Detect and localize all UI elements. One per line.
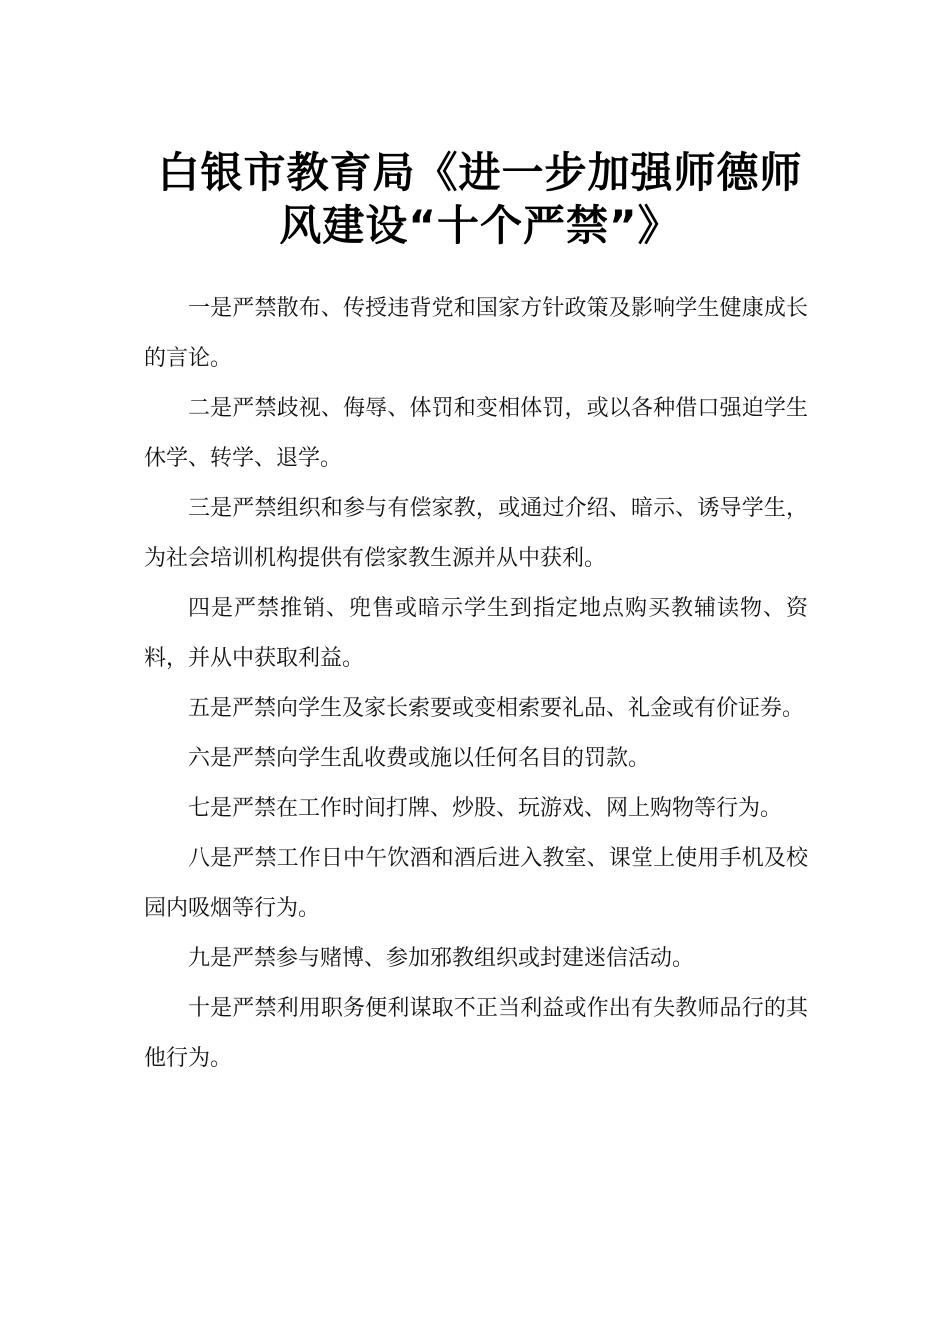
rule-item-3: 三是严禁组织和参与有偿家教，或通过介绍、暗示、诱导学生，为社会培训机构提供有偿家教生源并从中获利。 [144,496,808,571]
rule-item-2: 二是严禁歧视、侮辱、体罚和变相体罚，或以各种借口强迫学生休学、转学、退学。 [144,396,808,471]
rule-item-6: 六是严禁向学生乱收费或施以任何名目的罚款。 [188,746,651,771]
title-line-2: 风建设“十个严禁”》 [279,201,681,250]
rule-item-4: 四是严禁推销、兜售或暗示学生到指定地点购买教辅读物、资料，并从中获取利益。 [144,596,808,671]
document-body [144,284,808,1084]
rule-item-5: 五是严禁向学生及家长索要或变相索要礼品、礼金或有价证券。 [188,696,805,721]
title-line-1: 白银市教育局《进一步加强师德师 [157,148,803,197]
rule-item-7: 七是严禁在工作时间打牌、炒股、玩游戏、网上购物等行为。 [188,796,783,821]
document-title [120,146,840,252]
rule-item-10: 十是严禁利用职务便利谋取不正当利益或作出有失教师品行的其他行为。 [144,996,808,1071]
rule-item-1: 一是严禁散布、传授违背党和国家方针政策及影响学生健康成长的言论。 [144,296,808,371]
rule-item-9: 九是严禁参与赌博、参加邪教组织或封建迷信活动。 [188,946,695,971]
rule-item-8: 八是严禁工作日中午饮酒和酒后进入教室、课堂上使用手机及校园内吸烟等行为。 [144,846,808,921]
